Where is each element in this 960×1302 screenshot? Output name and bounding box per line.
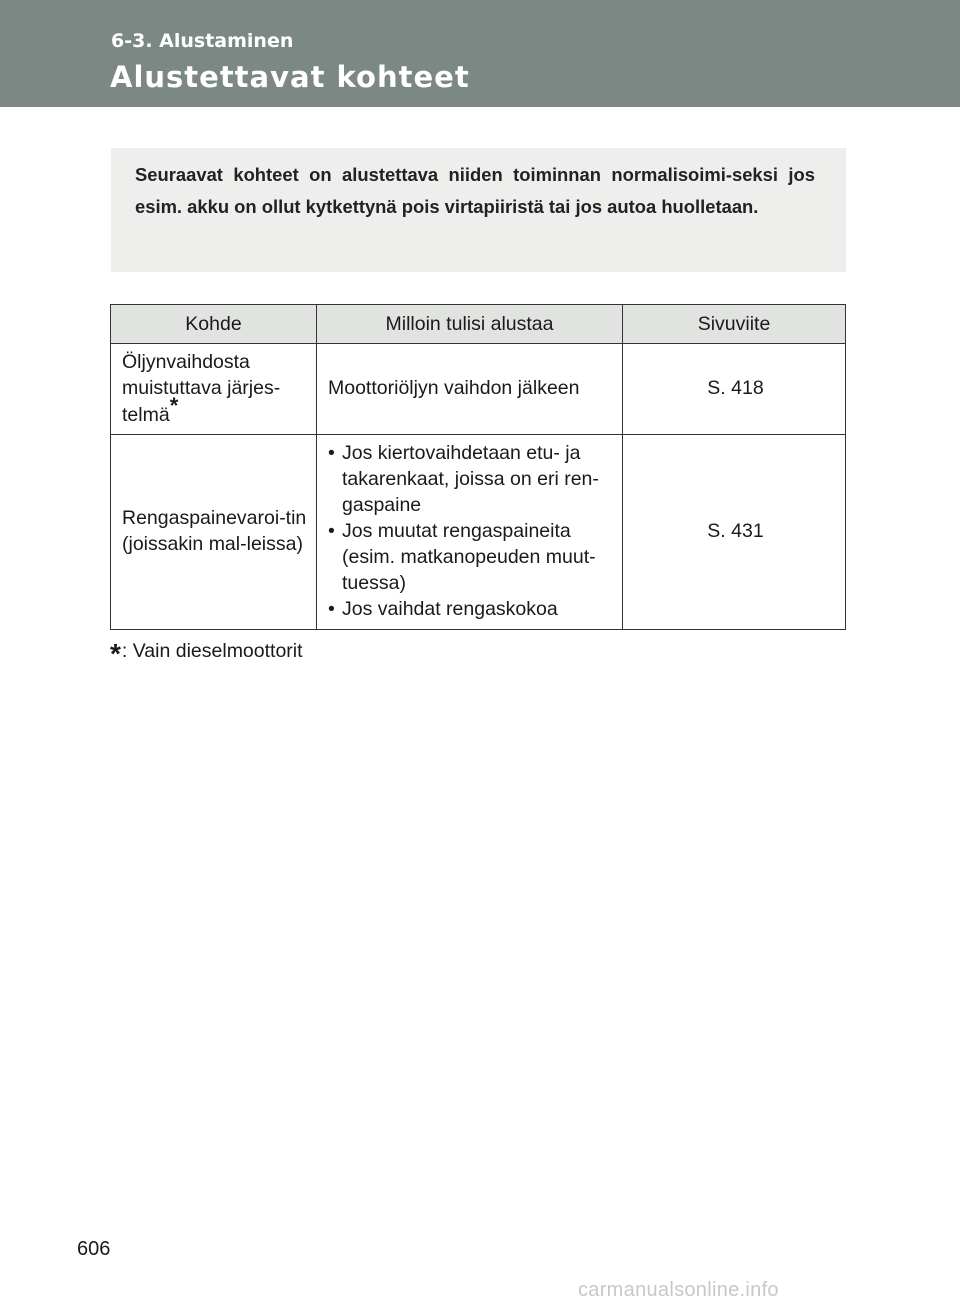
page-number: 606 — [77, 1238, 111, 1260]
page-title: Alustettavat kohteet — [110, 60, 470, 94]
watermark: carmanualsonline.info — [578, 1279, 779, 1301]
bullet-icon: • — [328, 598, 335, 620]
item-cell: Rengaspainevaroi-tin (joissakin mal-leissa) — [111, 435, 317, 630]
table-row — [111, 435, 846, 630]
column-header-when: Milloin tulisi alustaa — [317, 305, 623, 344]
reset-items-table — [110, 304, 846, 630]
list-item — [328, 518, 614, 596]
when-cell — [317, 435, 623, 630]
list-item — [328, 596, 614, 622]
page-ref-cell: S. 418 — [623, 344, 846, 435]
footnote-asterisk: * — [110, 638, 121, 669]
page-header — [0, 0, 960, 107]
column-header-item: Kohde — [111, 305, 317, 344]
table-row — [111, 344, 846, 435]
bullet-icon: • — [328, 520, 335, 542]
page-ref-cell: S. 431 — [623, 435, 846, 630]
list-item-text: Jos vaihdat rengaskokoa — [342, 598, 558, 620]
table-header-row — [111, 305, 846, 344]
footnote-text: : Vain dieselmoottorit — [121, 640, 303, 662]
when-list — [328, 440, 614, 622]
list-item-text: Jos muutat rengaspaineita (esim. matkanopeuden muut-tuessa) — [342, 520, 596, 594]
item-cell — [111, 344, 317, 435]
list-item — [328, 440, 614, 518]
list-item-text: Jos kiertovaihdetaan etu- ja takarenkaat, joissa on eri ren-gaspaine — [342, 442, 599, 516]
section-label: 6-3. Alustaminen — [111, 30, 294, 52]
item-name: Öljynvaihdosta muistuttava järjes-telmä — [122, 350, 281, 426]
footnote-marker: * — [169, 392, 179, 418]
footnote — [110, 638, 303, 670]
when-cell: Moottoriöljyn vaihdon jälkeen — [317, 344, 623, 435]
bullet-icon: • — [328, 442, 335, 464]
intro-box — [111, 148, 846, 272]
column-header-page: Sivuviite — [623, 305, 846, 344]
intro-text: Seuraavat kohteet on alustettava niiden toiminnan normalisoimi-seksi jos esim. akku on ollut kytkettynä pois virtapiiristä tai jos autoa huolletaan. — [135, 164, 815, 217]
